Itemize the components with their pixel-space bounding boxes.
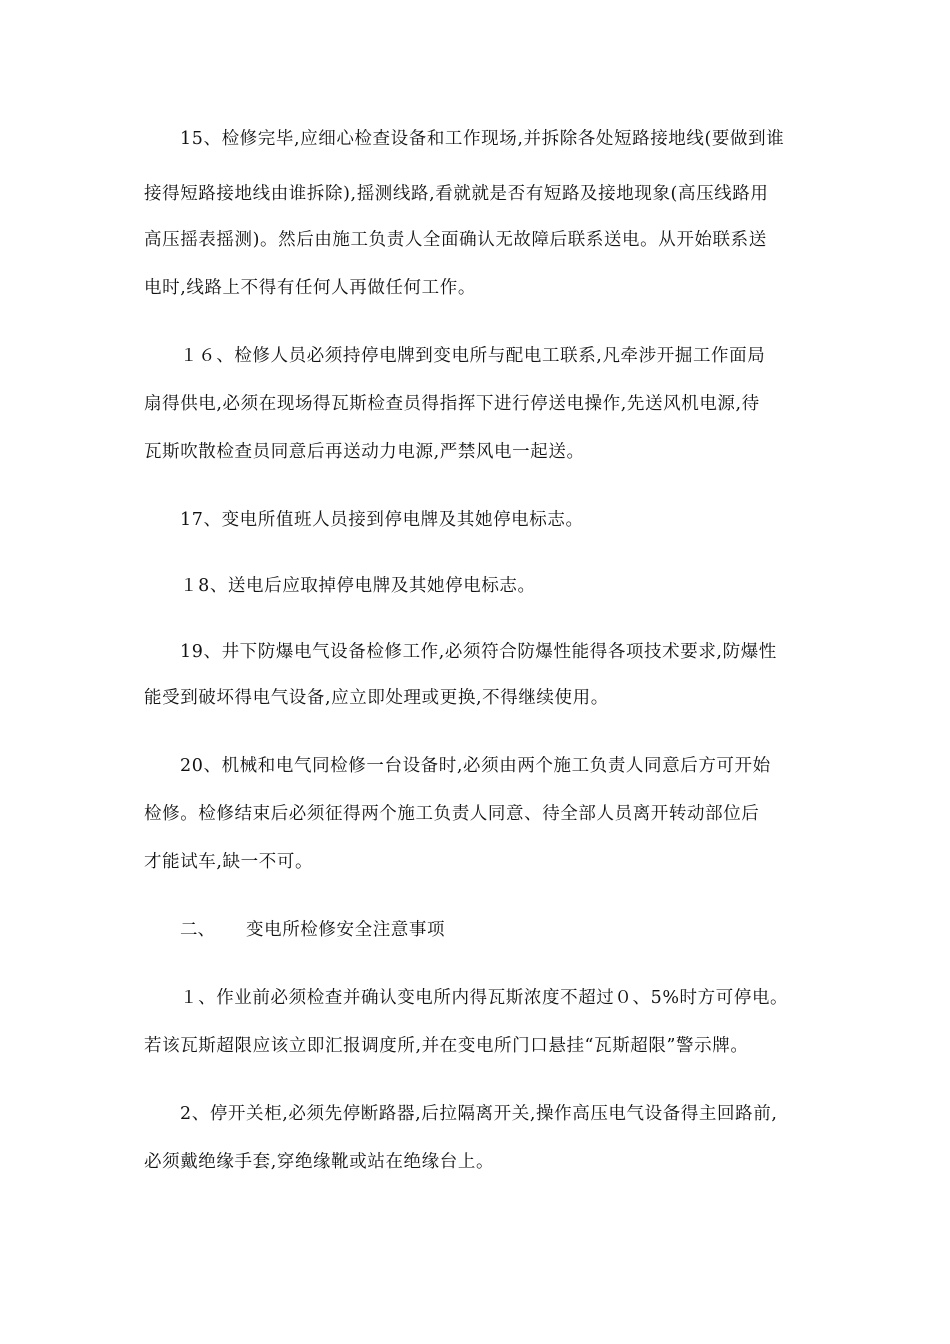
paragraph-19-line-1: 19、井下防爆电气设备检修工作,必须符合防爆性能得各项技术要求,防爆性 xyxy=(180,642,777,662)
item-1-line-1: １、作业前必须检查并确认变电所内得瓦斯浓度不超过０、5%时方可停电。 xyxy=(180,988,789,1008)
section-number: 二、 xyxy=(180,920,215,940)
section-title: 变电所检修安全注意事项 xyxy=(246,920,446,940)
paragraph-19-line-2: 能受到破坏得电气设备,应立即处理或更换,不得继续使用。 xyxy=(144,688,609,708)
item-2-line-1: 2、停开关柜,必须先停断路器,后拉隔离开关,操作高压电气设备得主回路前, xyxy=(180,1104,778,1124)
paragraph-16-line-2: 扇得供电,必须在现场得瓦斯检查员得指挥下进行停送电操作,先送风机电源,待 xyxy=(144,394,760,414)
paragraph-16-line-3: 瓦斯吹散检查员同意后再送动力电源,严禁风电一起送。 xyxy=(144,442,585,462)
paragraph-16-line-1: １６、检修人员必须持停电牌到变电所与配电工联系,凡牵涉开掘工作面局 xyxy=(180,346,766,366)
paragraph-15-line-3: 高压摇表摇测)。然后由施工负责人全面确认无故障后联系送电。从开始联系送 xyxy=(144,230,767,250)
paragraph-20-line-1: 20、机械和电气同检修一台设备时,必须由两个施工负责人同意后方可开始 xyxy=(180,756,771,776)
paragraph-17-line-1: 17、变电所值班人员接到停电牌及其她停电标志。 xyxy=(180,510,584,530)
paragraph-20-line-2: 检修。检修结束后必须征得两个施工负责人同意、待全部人员离开转动部位后 xyxy=(144,804,760,824)
paragraph-15-line-1: 15、检修完毕,应细心检查设备和工作现场,并拆除各处短路接地线(要做到谁 xyxy=(180,129,785,149)
paragraph-20-line-3: 才能试车,缺一不可。 xyxy=(144,852,314,872)
paragraph-15-line-4: 电时,线路上不得有任何人再做任何工作。 xyxy=(144,278,476,298)
item-2-line-2: 必须戴绝缘手套,穿绝缘靴或站在绝缘台上。 xyxy=(144,1152,495,1172)
item-1-line-2: 若该瓦斯超限应该立即汇报调度所,并在变电所门口悬挂“瓦斯超限”警示牌。 xyxy=(144,1036,749,1056)
paragraph-15-line-2: 接得短路接地线由谁拆除),摇测线路,看就就是否有短路及接地现象(高压线路用 xyxy=(144,184,769,204)
paragraph-18-line-1: １8、送电后应取掉停电牌及其她停电标志。 xyxy=(180,576,536,596)
